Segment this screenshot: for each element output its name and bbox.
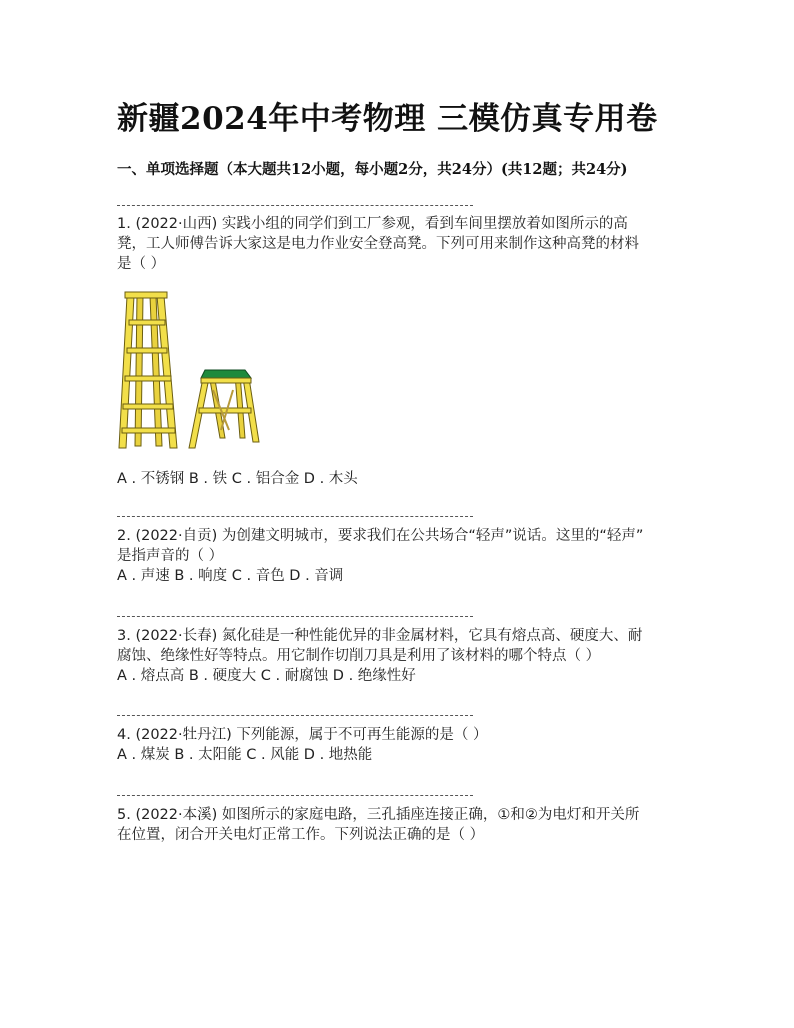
question-3-stem-line-1: 3. (2022·长春) 氮化硅是一种性能优异的非金属材料，它具有熔点高、硬度大、耐 (117, 628, 643, 644)
question-1 (117, 214, 677, 274)
question-divider (117, 616, 473, 617)
question-1-options: A . 不锈钢 B . 铁 C . 铝合金 D . 木头 (117, 471, 358, 487)
question-divider (117, 205, 473, 206)
question-4-options: A . 煤炭 B . 太阳能 C . 风能 D . 地热能 (117, 747, 373, 763)
question-3-options: A . 熔点高 B . 硬度大 C . 耐腐蚀 D . 绝缘性好 (117, 668, 416, 684)
question-1-stem-line-1: 1. (2022·山西) 实践小组的同学们到工厂参观，看到车间里摆放着如图所示的高 (117, 216, 628, 232)
question-2 (117, 526, 677, 586)
section-heading: 一、单项选择题（本大题共12小题，每小题2分，共24分）(共12题；共24分) (117, 161, 628, 178)
question-2-options: A . 声速 B . 响度 C . 音色 D . 音调 (117, 568, 344, 584)
question-2-stem-line-2: 是指声音的（ ） (117, 548, 224, 564)
question-5-stem-line-1: 5. (2022·本溪) 如图所示的家庭电路，三孔插座连接正确，①和②为电灯和开关所 (117, 807, 640, 823)
question-3 (117, 626, 677, 686)
question-1-stem-line-2: 凳，工人师傅告诉大家这是电力作业安全登高凳。下列可用来制作这种高凳的材料 (117, 236, 639, 252)
question-5-stem-line-2: 在位置，闭合开关电灯正常工作。下列说法正确的是（ ） (117, 827, 485, 843)
question-divider (117, 715, 473, 716)
question-divider (117, 516, 473, 517)
question-4-stem-line-1: 4. (2022·牡丹江) 下列能源，属于不可再生能源的是（ ） (117, 727, 488, 743)
question-4 (117, 725, 677, 765)
question-2-stem-line-1: 2. (2022·自贡) 为创建文明城市，要求我们在公共场合“轻声”说话。这里的“轻声” (117, 528, 644, 544)
short-step-stool (189, 370, 259, 448)
page-title: 新疆2024年中考物理 三模仿真专用卷 (117, 101, 658, 137)
tall-ladder-stool (119, 292, 177, 448)
question-divider (117, 795, 473, 796)
question-1-stem-line-3: 是（ ） (117, 256, 166, 272)
ladder-stool-figure (117, 290, 267, 450)
question-5 (117, 805, 677, 845)
question-3-stem-line-2: 腐蚀、绝缘性好等特点。用它制作切削刀具是利用了该材料的哪个特点（ ） (117, 648, 601, 664)
